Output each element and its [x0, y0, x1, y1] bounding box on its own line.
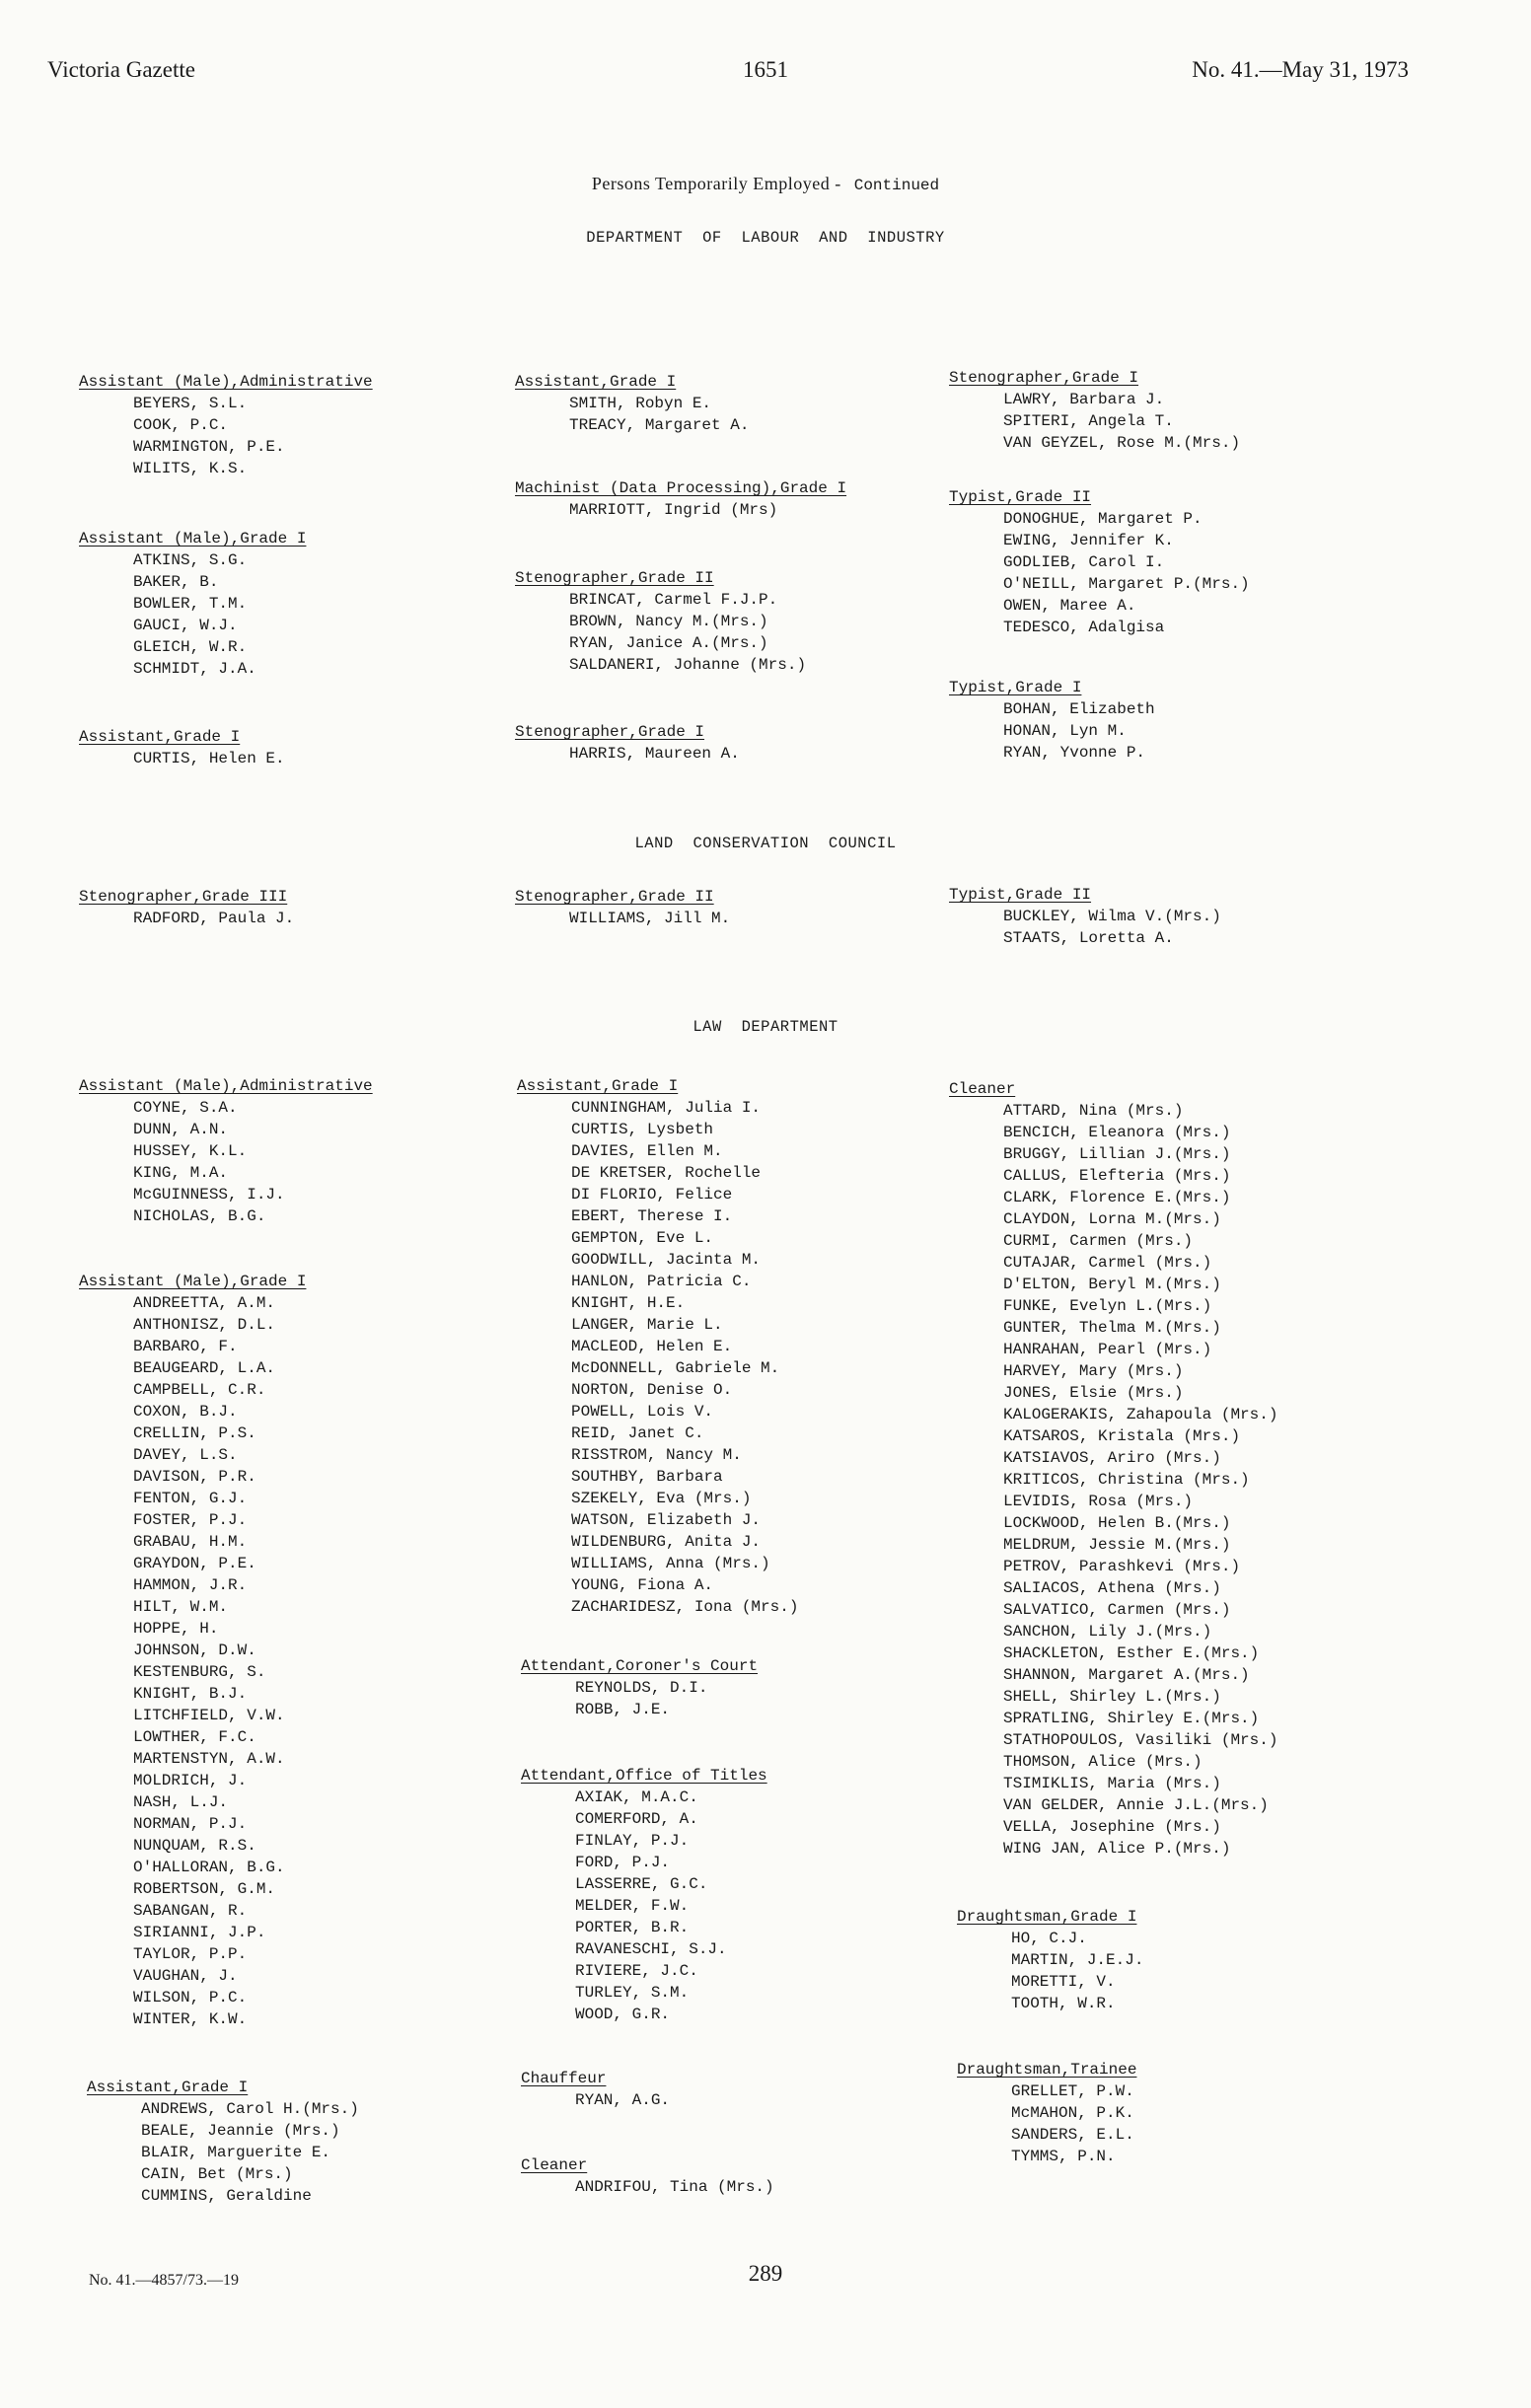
employee-name: CURTIS, Lysbeth: [571, 1121, 714, 1138]
employee-name: GEMPTON, Eve L.: [571, 1229, 714, 1247]
employee-name: SHACKLETON, Esther E.(Mrs.): [1003, 1644, 1260, 1662]
employee-name: YOUNG, Fiona A.: [571, 1576, 714, 1594]
employee-name: GRELLET, P.W.: [1011, 2082, 1134, 2100]
employee-name: TAYLOR, P.P.: [133, 1945, 248, 1963]
title-continued: Continued: [853, 177, 940, 194]
position-heading: Cleaner: [949, 1080, 1016, 1098]
employee-name: WARMINGTON, P.E.: [133, 438, 285, 456]
employee-name: SABANGAN, R.: [133, 1902, 248, 1920]
employee-name: MOLDRICH, J.: [133, 1772, 248, 1789]
position-group: [949, 1078, 1277, 1860]
employee-name: ROBB, J.E.: [575, 1701, 671, 1718]
employee-list: [521, 1677, 758, 1720]
employee-name: BRUGGY, Lillian J.(Mrs.): [1003, 1145, 1231, 1163]
employee-name: SANCHON, Lily J.(Mrs.): [1003, 1623, 1212, 1641]
employee-name: LITCHFIELD, V.W.: [133, 1707, 285, 1724]
employee-name: MELDRUM, Jessie M.(Mrs.): [1003, 1536, 1231, 1554]
employee-name: WILSON, P.C.: [133, 1989, 248, 2007]
employee-name: BRINCAT, Carmel F.J.P.: [569, 591, 778, 609]
title-main: Persons Temporarily Employed -: [591, 174, 841, 193]
employee-name: SALIACOS, Athena (Mrs.): [1003, 1579, 1221, 1597]
employee-name: SPRATLING, Shirley E.(Mrs.): [1003, 1710, 1260, 1727]
position-group: [515, 886, 730, 929]
employee-name: HO, C.J.: [1011, 1930, 1087, 1947]
employee-name: BLAIR, Marguerite E.: [141, 2144, 331, 2161]
position-heading: Assistant (Male),Administrative: [79, 1077, 373, 1095]
employee-name: SANDERS, E.L.: [1011, 2126, 1134, 2144]
position-group: [79, 726, 285, 769]
employee-name: THOMSON, Alice (Mrs.): [1003, 1753, 1203, 1771]
employee-name: WILLIAMS, Jill M.: [569, 910, 731, 927]
employee-name: DE KRETSER, Rochelle: [571, 1164, 762, 1182]
employee-name: PORTER, B.R.: [575, 1919, 690, 1936]
employee-name: LAWRY, Barbara J.: [1003, 391, 1165, 408]
employee-list: [949, 698, 1155, 764]
employee-name: SHELL, Shirley L.(Mrs.): [1003, 1688, 1221, 1706]
position-heading: Assistant (Male),Grade I: [79, 530, 307, 547]
position-heading: Machinist (Data Processing),Grade I: [515, 479, 847, 497]
employee-list: [949, 389, 1240, 454]
department-heading: LAW DEPARTMENT: [693, 1018, 838, 1036]
employee-name: POWELL, Lois V.: [571, 1403, 714, 1421]
employee-name: RIVIERE, J.C.: [575, 1962, 698, 1980]
employee-name: TREACY, Margaret A.: [569, 416, 750, 434]
position-group: [521, 1765, 767, 2025]
employee-name: BOWLER, T.M.: [133, 595, 248, 613]
employee-name: McMAHON, P.K.: [1011, 2104, 1134, 2122]
employee-name: DONOGHUE, Margaret P.: [1003, 510, 1203, 528]
employee-name: KRITICOS, Christina (Mrs.): [1003, 1471, 1250, 1489]
employee-name: SALDANERI, Johanne (Mrs.): [569, 656, 807, 674]
employee-name: DI FLORIO, Felice: [571, 1186, 733, 1204]
employee-name: WILLIAMS, Anna (Mrs.): [571, 1555, 770, 1572]
employee-list: [521, 2176, 774, 2198]
employee-name: BEAUGEARD, L.A.: [133, 1359, 276, 1377]
employee-name: VELLA, Josephine (Mrs.): [1003, 1818, 1221, 1836]
employee-name: WILDENBURG, Anita J.: [571, 1533, 762, 1551]
employee-name: COYNE, S.A.: [133, 1099, 238, 1117]
position-group: [79, 886, 294, 929]
employee-name: MARTIN, J.E.J.: [1011, 1951, 1144, 1969]
position-group: [79, 1271, 306, 2030]
employee-name: STATHOPOULOS, Vasiliki (Mrs.): [1003, 1731, 1278, 1749]
employee-name: MARTENSTYN, A.W.: [133, 1750, 285, 1768]
employee-name: DAVISON, P.R.: [133, 1468, 256, 1486]
employee-name: LOCKWOOD, Helen B.(Mrs.): [1003, 1514, 1231, 1532]
employee-name: VAUGHAN, J.: [133, 1967, 238, 1985]
employee-name: SALVATICO, Carmen (Mrs.): [1003, 1601, 1231, 1619]
employee-name: HUSSEY, K.L.: [133, 1142, 248, 1160]
employee-name: McGUINNESS, I.J.: [133, 1186, 285, 1204]
employee-name: BOHAN, Elizabeth: [1003, 700, 1155, 718]
employee-name: DUNN, A.N.: [133, 1121, 229, 1138]
employee-name: VAN GELDER, Annie J.L.(Mrs.): [1003, 1796, 1269, 1814]
footer-page-number: 289: [748, 2261, 783, 2286]
position-heading: Typist,Grade I: [949, 679, 1082, 696]
employee-name: CALLUS, Elefteria (Mrs.): [1003, 1167, 1231, 1185]
position-group: [949, 677, 1155, 764]
employee-name: REID, Janet C.: [571, 1424, 704, 1442]
employee-name: HANRAHAN, Pearl (Mrs.): [1003, 1341, 1212, 1358]
employee-name: LASSERRE, G.C.: [575, 1875, 708, 1893]
employee-name: GUNTER, Thelma M.(Mrs.): [1003, 1319, 1221, 1337]
employee-name: NICHOLAS, B.G.: [133, 1207, 266, 1225]
employee-name: NASH, L.J.: [133, 1793, 229, 1811]
employee-list: [79, 549, 306, 680]
employee-list: [515, 589, 806, 676]
position-group: [515, 567, 806, 676]
employee-name: LEVIDIS, Rosa (Mrs.): [1003, 1493, 1194, 1510]
employee-name: FORD, P.J.: [575, 1854, 671, 1871]
employee-name: ROBERTSON, G.M.: [133, 1880, 276, 1898]
employee-name: NORTON, Denise O.: [571, 1381, 733, 1399]
employee-name: McDONNELL, Gabriele M.: [571, 1359, 780, 1377]
employee-name: SPITERI, Angela T.: [1003, 412, 1174, 430]
issue-date: No. 41.—May 31, 1973: [1192, 57, 1409, 82]
position-heading: Stenographer,Grade III: [79, 888, 288, 906]
employee-name: TOOTH, W.R.: [1011, 1995, 1116, 2012]
employee-name: HOPPE, H.: [133, 1620, 219, 1638]
employee-name: KNIGHT, B.J.: [133, 1685, 248, 1703]
employee-name: GODLIEB, Carol I.: [1003, 553, 1165, 571]
employee-name: CAIN, Bet (Mrs.): [141, 2165, 293, 2183]
employee-name: SOUTHBY, Barbara: [571, 1468, 723, 1486]
employee-name: RISSTROM, Nancy M.: [571, 1446, 742, 1464]
employee-name: HILT, W.M.: [133, 1598, 229, 1616]
position-heading: Assistant (Male),Grade I: [79, 1273, 307, 1290]
employee-name: BROWN, Nancy M.(Mrs.): [569, 613, 768, 630]
employee-name: ANDRIFOU, Tina (Mrs.): [575, 2178, 774, 2196]
employee-list: [79, 1292, 306, 2030]
employee-name: KING, M.A.: [133, 1164, 229, 1182]
position-heading: Assistant,Grade I: [87, 2079, 249, 2096]
employee-list: [515, 908, 730, 929]
employee-list: [517, 1097, 798, 1618]
employee-name: CUNNINGHAM, Julia I.: [571, 1099, 762, 1117]
position-heading: Draughtsman,Trainee: [957, 2061, 1137, 2079]
position-heading: Stenographer,Grade I: [515, 723, 705, 741]
employee-name: HANLON, Patricia C.: [571, 1273, 752, 1290]
employee-name: ATKINS, S.G.: [133, 551, 248, 569]
employee-name: ATTARD, Nina (Mrs.): [1003, 1102, 1184, 1120]
page-title: [0, 174, 1531, 194]
employee-list: [949, 508, 1250, 638]
employee-name: GOODWILL, Jacinta M.: [571, 1251, 762, 1269]
employee-name: ZACHARIDESZ, Iona (Mrs.): [571, 1598, 799, 1616]
employee-name: GLEICH, W.R.: [133, 638, 248, 656]
employee-name: TSIMIKLIS, Maria (Mrs.): [1003, 1775, 1221, 1792]
gazette-name: Victoria Gazette: [47, 57, 195, 82]
page-number: 1651: [743, 57, 788, 82]
employee-name: WATSON, Elizabeth J.: [571, 1511, 762, 1529]
position-group: [515, 477, 846, 521]
position-group: [521, 1655, 758, 1720]
employee-name: JOHNSON, D.W.: [133, 1642, 256, 1659]
employee-name: KATSAROS, Kristala (Mrs.): [1003, 1427, 1241, 1445]
employee-list: [521, 2089, 670, 2111]
employee-name: KESTENBURG, S.: [133, 1663, 266, 1681]
employee-name: REYNOLDS, D.I.: [575, 1679, 708, 1697]
position-heading: Attendant,Office of Titles: [521, 1767, 767, 1785]
employee-list: [79, 1097, 373, 1227]
footer-reference: No. 41.—4857/73.—19: [89, 2272, 239, 2289]
employee-name: WOOD, G.R.: [575, 2006, 671, 2023]
employee-name: DAVIES, Ellen M.: [571, 1142, 723, 1160]
position-group: [515, 721, 740, 765]
employee-name: COOK, P.C.: [133, 416, 229, 434]
employee-list: [87, 2098, 359, 2207]
position-heading: Cleaner: [521, 2156, 588, 2174]
position-heading: Assistant,Grade I: [517, 1077, 679, 1095]
employee-name: TYMMS, P.N.: [1011, 2148, 1116, 2165]
employee-name: BAKER, B.: [133, 573, 219, 591]
employee-name: SMITH, Robyn E.: [569, 395, 712, 412]
employee-name: LOWTHER, F.C.: [133, 1728, 256, 1746]
employee-name: CUMMINS, Geraldine: [141, 2187, 312, 2205]
employee-name: WINTER, K.W.: [133, 2010, 248, 2028]
position-group: [521, 2154, 774, 2198]
position-heading: Attendant,Coroner's Court: [521, 1657, 759, 1675]
employee-name: OWEN, Maree A.: [1003, 597, 1136, 615]
position-group: [957, 1906, 1143, 2014]
employee-name: TEDESCO, Adalgisa: [1003, 619, 1165, 636]
employee-name: BUCKLEY, Wilma V.(Mrs.): [1003, 908, 1221, 925]
employee-name: CRELLIN, P.S.: [133, 1424, 256, 1442]
employee-name: SIRIANNI, J.P.: [133, 1924, 266, 1941]
employee-name: BEYERS, S.L.: [133, 395, 248, 412]
employee-name: CLAYDON, Lorna M.(Mrs.): [1003, 1210, 1221, 1228]
employee-name: HARVEY, Mary (Mrs.): [1003, 1362, 1184, 1380]
department-heading: LAND CONSERVATION COUNCIL: [634, 835, 897, 852]
position-group: [949, 486, 1250, 638]
employee-name: AXIAK, M.A.C.: [575, 1788, 698, 1806]
employee-name: RYAN, A.G.: [575, 2091, 671, 2109]
employee-name: FENTON, G.J.: [133, 1490, 248, 1507]
employee-name: HONAN, Lyn M.: [1003, 722, 1127, 740]
employee-name: KNIGHT, H.E.: [571, 1294, 686, 1312]
employee-list: [79, 748, 285, 769]
employee-name: MELDER, F.W.: [575, 1897, 690, 1915]
employee-name: BEALE, Jeannie (Mrs.): [141, 2122, 340, 2140]
employee-name: COMERFORD, A.: [575, 1810, 698, 1828]
employee-list: [957, 2080, 1136, 2167]
employee-list: [957, 1928, 1143, 2014]
position-group: [521, 2068, 670, 2111]
employee-name: GRABAU, H.M.: [133, 1533, 248, 1551]
employee-name: PETROV, Parashkevi (Mrs.): [1003, 1558, 1241, 1575]
employee-name: KATSIAVOS, Ariro (Mrs.): [1003, 1449, 1221, 1467]
employee-name: WILITS, K.S.: [133, 460, 248, 477]
department-heading: DEPARTMENT OF LABOUR AND INDUSTRY: [586, 229, 945, 247]
employee-list: [515, 499, 846, 521]
employee-name: CUTAJAR, Carmel (Mrs.): [1003, 1254, 1212, 1272]
employee-name: FINLAY, P.J.: [575, 1832, 690, 1850]
employee-list: [79, 393, 373, 479]
employee-list: [515, 393, 749, 436]
employee-name: COXON, B.J.: [133, 1403, 238, 1421]
employee-name: CURTIS, Helen E.: [133, 750, 285, 767]
employee-name: SHANNON, Margaret A.(Mrs.): [1003, 1666, 1250, 1684]
position-group: [79, 371, 373, 479]
position-group: [515, 371, 749, 436]
employee-name: NORMAN, P.J.: [133, 1815, 248, 1833]
employee-name: EWING, Jennifer K.: [1003, 532, 1174, 549]
employee-name: RYAN, Janice A.(Mrs.): [569, 634, 768, 652]
employee-name: EBERT, Therese I.: [571, 1207, 733, 1225]
employee-name: ANDREWS, Carol H.(Mrs.): [141, 2100, 359, 2118]
employee-name: STAATS, Loretta A.: [1003, 929, 1174, 947]
employee-name: RAVANESCHI, S.J.: [575, 1940, 727, 1958]
employee-name: BENCICH, Eleanora (Mrs.): [1003, 1124, 1231, 1141]
employee-name: KALOGERAKIS, Zahapoula (Mrs.): [1003, 1406, 1278, 1423]
position-group: [79, 528, 306, 680]
employee-name: MACLEOD, Helen E.: [571, 1338, 733, 1355]
position-heading: Typist,Grade II: [949, 886, 1092, 904]
employee-name: GAUCI, W.J.: [133, 617, 238, 634]
employee-name: TURLEY, S.M.: [575, 1984, 690, 2002]
employee-name: DAVEY, L.S.: [133, 1446, 238, 1464]
position-group: [517, 1075, 798, 1618]
employee-list: [521, 1787, 767, 2025]
position-heading: Chauffeur: [521, 2070, 607, 2087]
position-heading: Stenographer,Grade I: [949, 369, 1139, 387]
employee-name: HARRIS, Maureen A.: [569, 745, 740, 763]
employee-name: MARRIOTT, Ingrid (Mrs): [569, 501, 778, 519]
employee-name: RYAN, Yvonne P.: [1003, 744, 1146, 762]
employee-name: RADFORD, Paula J.: [133, 910, 295, 927]
position-heading: Assistant,Grade I: [79, 728, 241, 746]
employee-name: NUNQUAM, R.S.: [133, 1837, 256, 1855]
employee-name: MORETTI, V.: [1011, 1973, 1116, 1991]
employee-name: SZEKELY, Eva (Mrs.): [571, 1490, 752, 1507]
position-group: [79, 1075, 373, 1227]
position-heading: Stenographer,Grade II: [515, 888, 714, 906]
employee-name: FOSTER, P.J.: [133, 1511, 248, 1529]
employee-name: WING JAN, Alice P.(Mrs.): [1003, 1840, 1231, 1858]
employee-name: LANGER, Marie L.: [571, 1316, 723, 1334]
employee-name: CAMPBELL, C.R.: [133, 1381, 266, 1399]
employee-list: [949, 1100, 1277, 1860]
employee-name: JONES, Elsie (Mrs.): [1003, 1384, 1184, 1402]
employee-name: GRAYDON, P.E.: [133, 1555, 256, 1572]
employee-name: VAN GEYZEL, Rose M.(Mrs.): [1003, 434, 1241, 452]
position-heading: Typist,Grade II: [949, 488, 1092, 506]
employee-name: SCHMIDT, J.A.: [133, 660, 256, 678]
position-group: [957, 2059, 1136, 2167]
position-group: [949, 884, 1221, 949]
position-heading: Draughtsman,Grade I: [957, 1908, 1137, 1926]
employee-name: BARBARO, F.: [133, 1338, 238, 1355]
employee-name: FUNKE, Evelyn L.(Mrs.): [1003, 1297, 1212, 1315]
employee-name: O'NEILL, Margaret P.(Mrs.): [1003, 575, 1250, 593]
employee-name: D'ELTON, Beryl M.(Mrs.): [1003, 1276, 1221, 1293]
position-heading: Assistant (Male),Administrative: [79, 373, 373, 391]
employee-name: O'HALLORAN, B.G.: [133, 1859, 285, 1876]
position-group: [949, 367, 1240, 454]
employee-name: HAMMON, J.R.: [133, 1576, 248, 1594]
position-heading: Stenographer,Grade II: [515, 569, 714, 587]
employee-name: CURMI, Carmen (Mrs.): [1003, 1232, 1194, 1250]
employee-list: [515, 743, 740, 765]
employee-list: [949, 906, 1221, 949]
employee-name: ANDREETTA, A.M.: [133, 1294, 276, 1312]
employee-list: [79, 908, 294, 929]
position-group: [87, 2077, 359, 2207]
employee-name: ANTHONISZ, D.L.: [133, 1316, 276, 1334]
position-heading: Assistant,Grade I: [515, 373, 677, 391]
employee-name: CLARK, Florence E.(Mrs.): [1003, 1189, 1231, 1206]
